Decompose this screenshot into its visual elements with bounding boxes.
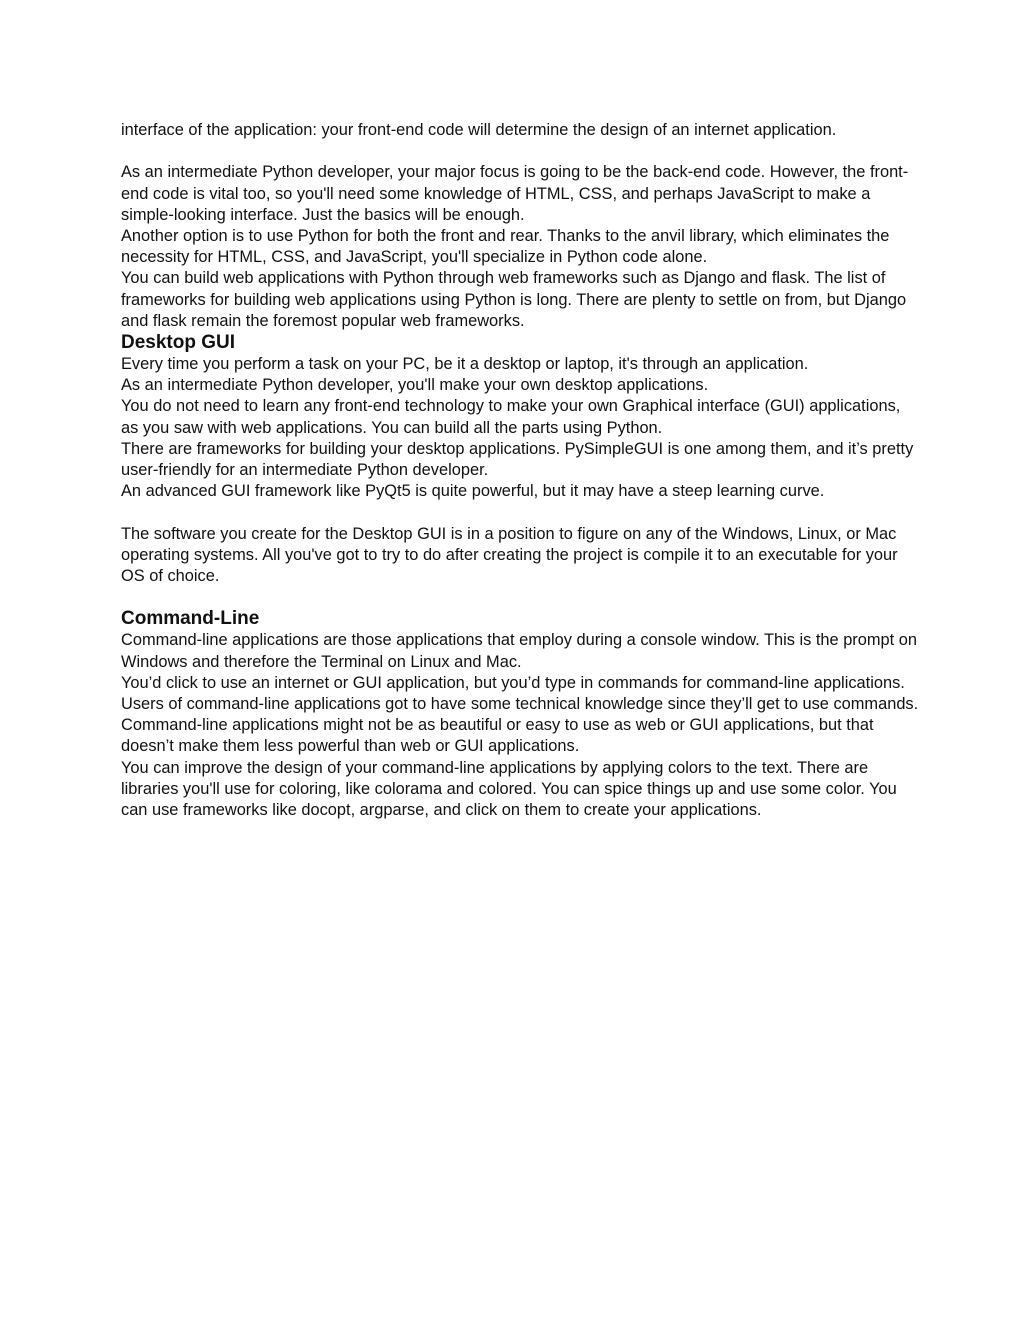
desktop-gui-paragraph-3: You do not need to learn any front-end technology to make your own Graphical interface (GUI) applications, as you saw with web applications. You can build all the parts using Python. bbox=[121, 397, 901, 437]
desktop-gui-paragraph-1: Every time you perform a task on your PC, be it a desktop or laptop, it's through an application. bbox=[121, 355, 809, 374]
desktop-gui-paragraph-5: An advanced GUI framework like PyQt5 is quite powerful, but it may have a steep learning curve. bbox=[121, 482, 825, 501]
paragraph-spacer bbox=[121, 141, 921, 162]
section-heading-desktop-gui: Desktop GUI bbox=[121, 332, 236, 354]
command-line-paragraph-4: You can improve the design of your command-line applications by applying colors to the text. There are libraries you'll use for coloring, like colorama and colored. You can spice things up and use some color. You can use frameworks like docopt, argparse, and click on them to create your applications. bbox=[121, 758, 897, 820]
intro-paragraph-3: Another option is to use Python for both the front and rear. Thanks to the anvil library, which eliminates the necessity for HTML, CSS, and JavaScript, you'll specialize in Python code alone. bbox=[121, 227, 890, 267]
intro-paragraph-2: As an intermediate Python developer, your major focus is going to be the back-end code. However, the front-end code is vital too, so you'll need some knowledge of HTML, CSS, and perhaps JavaScript to make a simple-looking interface. Just the basics will be enough. bbox=[121, 163, 909, 224]
paragraph-spacer bbox=[121, 587, 921, 608]
intro-paragraph-1: interface of the application: your front-end code will determine the design of an internet application. bbox=[121, 121, 837, 139]
desktop-gui-paragraph-2: As an intermediate Python developer, you'll make your own desktop applications. bbox=[121, 376, 709, 395]
desktop-gui-paragraph-6: The software you create for the Desktop GUI is in a position to figure on any of the Windows, Linux, or Mac operating systems. All you've got to try to do after creating the project is compile it to an executable for your OS of choice. bbox=[121, 524, 898, 586]
paragraph-spacer bbox=[121, 502, 921, 523]
section-heading-command-line: Command-Line bbox=[121, 608, 260, 630]
desktop-gui-paragraph-4: There are frameworks for building your desktop applications. PySimpleGUI is one among them, and it’s pretty user-friendly for an intermediate Python developer. bbox=[121, 439, 914, 480]
document-page bbox=[121, 120, 921, 821]
command-line-paragraph-1: Command-line applications are those applications that employ during a console window. This is the prompt on Windows and therefore the Terminal on Linux and Mac. bbox=[121, 631, 917, 671]
command-line-paragraph-2: You’d click to use an internet or GUI application, but you’d type in commands for command-line applications. Users of command-line applications got to have some technical knowledge since they’ll get to use commands. bbox=[121, 673, 919, 714]
intro-paragraph-4: You can build web applications with Python through web frameworks such as Django and flask. The list of frameworks for building web applications using Python is long. There are plenty to settle on from, but Django and flask remain the foremost popular web frameworks. bbox=[121, 269, 907, 330]
command-line-paragraph-3: Command-line applications might not be as beautiful or easy to use as web or GUI applications, but that doesn’t make them less powerful than web or GUI applications. bbox=[121, 716, 874, 756]
